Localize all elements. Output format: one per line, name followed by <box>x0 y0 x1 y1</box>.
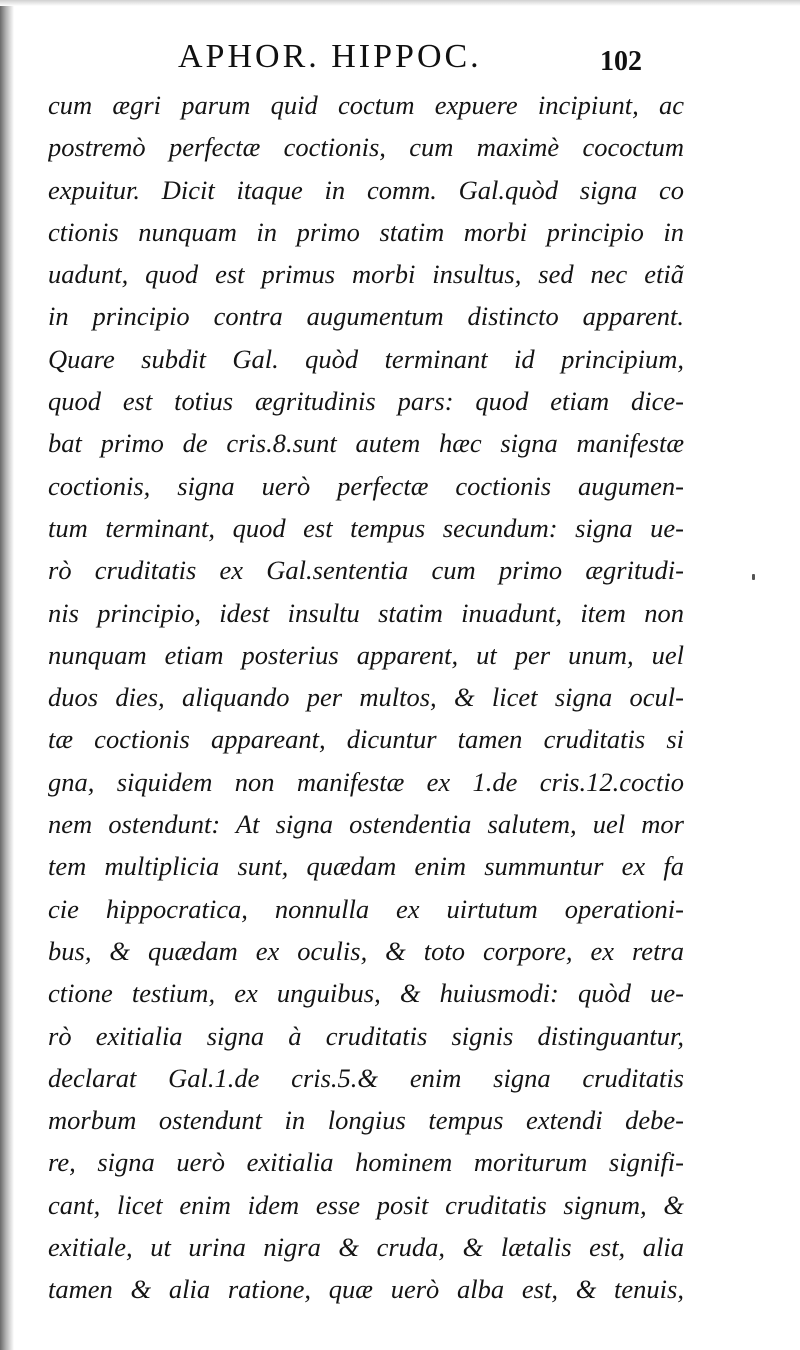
text-line: morbum ostendunt in longius tempus extendi debe- <box>48 1105 684 1136</box>
text-line: tamen & alia ratione, quæ uerò alba est, & tenuis, <box>48 1274 684 1305</box>
text-line: in principio contra augumentum distincto apparent. <box>48 301 684 332</box>
text-line: nem ostendunt: At signa ostendentia salutem, uel mor <box>48 809 684 840</box>
scan-shadow-top <box>0 0 800 6</box>
scan-shadow-left <box>0 0 14 1350</box>
text-line: ctione testium, ex unguibus, & huiusmodi: quòd ue- <box>48 978 684 1009</box>
text-line: coctionis, signa uerò perfectæ coctionis augumen- <box>48 470 684 501</box>
text-line: cum ægri parum quid coctum expuere incipiunt, ac <box>48 90 684 120</box>
text-line: nis principio, idest insultu statim inuadunt, item non <box>48 597 684 628</box>
text-line: quod est totius ægritudinis pars: quod etiam dice- <box>48 386 684 417</box>
text-line: bus, & quædam ex oculis, & toto corpore, ex retra <box>48 935 684 966</box>
text-line: rò cruditatis ex Gal.sententia cum primo ægritudi- <box>48 555 684 586</box>
ink-speck <box>752 574 755 580</box>
text-line: rò exitialia signa à cruditatis signis distinguantur, <box>48 1020 684 1051</box>
text-line: declarat Gal.1.de cris.5.& enim signa cruditatis <box>48 1062 684 1093</box>
text-line: Quare subdit Gal. quòd terminant id principium, <box>48 343 684 374</box>
text-line: tum terminant, quod est tempus secundum: signa ue- <box>48 512 684 543</box>
text-line: postremò perfectæ coctionis, cum maximè cococtum <box>48 132 684 163</box>
text-line: re, signa uerò exitialia hominem moriturum signifi- <box>48 1147 684 1178</box>
text-line: cie hippocratica, nonnulla ex uirtutum operationi- <box>48 893 684 924</box>
text-line: bat primo de cris.8.sunt autem hæc signa manifestæ <box>48 428 684 459</box>
text-line: expuitur. Dicit itaque in comm. Gal.quòd signa co <box>48 174 684 205</box>
text-line: cant, licet enim idem esse posit cruditatis signum, & <box>48 1189 684 1220</box>
text-line: exitiale, ut urina nigra & cruda, & lætalis est, alia <box>48 1232 684 1263</box>
text-line: tæ coctionis appareant, dicuntur tamen cruditatis si <box>48 724 684 755</box>
text-line: duos dies, aliquando per multos, & licet signa ocul- <box>48 682 684 713</box>
body-text <box>48 84 684 1311</box>
text-line: ctionis nunquam in primo statim morbi principio in <box>48 216 684 247</box>
text-line: tem multiplicia sunt, quædam enim summuntur ex fa <box>48 851 684 882</box>
text-line: nunquam etiam posterius apparent, ut per unum, uel <box>48 639 684 670</box>
page-number: 102 <box>600 46 642 77</box>
text-line: gna, siquidem non manifestæ ex 1.de cris.12.coctio <box>48 766 684 797</box>
text-line: uadunt, quod est primus morbi insultus, sed nec etiã <box>48 259 684 290</box>
running-head: APHOR. HIPPOC. <box>178 38 482 75</box>
